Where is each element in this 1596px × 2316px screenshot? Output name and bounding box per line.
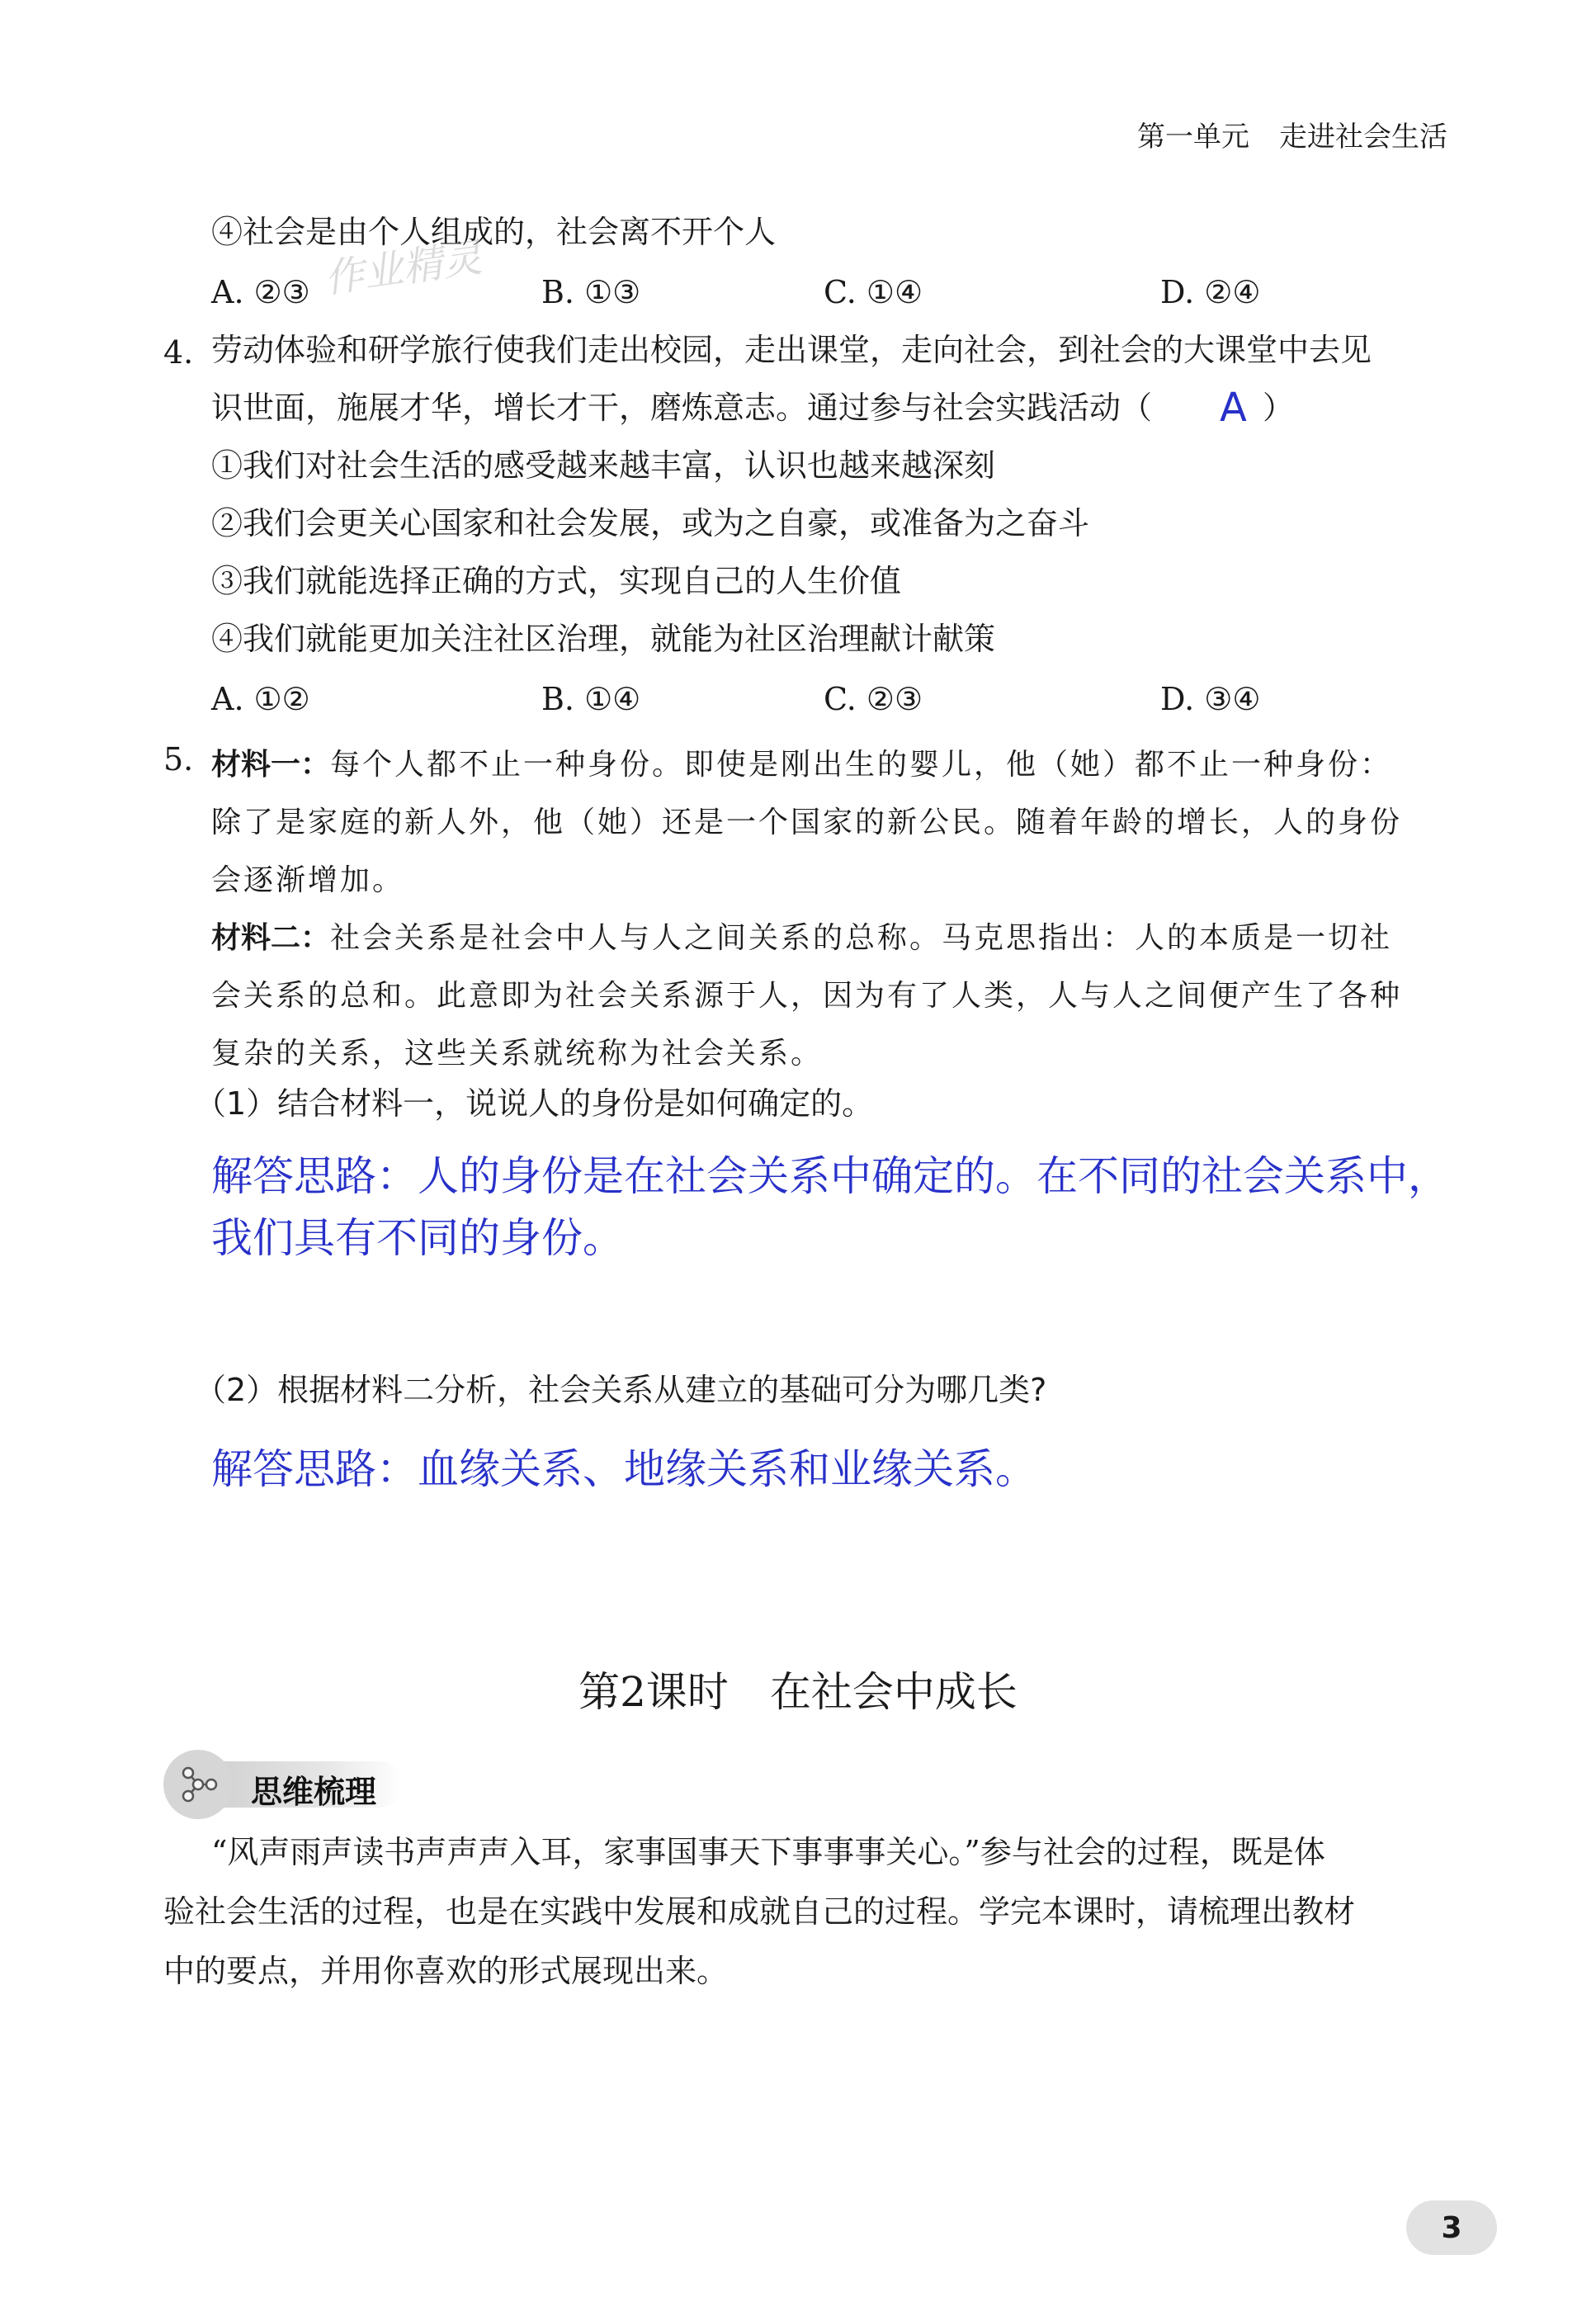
q5-material2-text: 社会关系是社会中人与人之间关系的总称。马克思指出：人的本质是一切社 <box>330 921 1393 955</box>
q4-stem-paren-close: ） <box>1263 390 1295 426</box>
q5-material1-label: 材料一： <box>211 748 331 782</box>
q4-statement-4: ④我们就能更加关注社区治理，就能为社区治理献计献策 <box>211 621 996 657</box>
q4-answer: A <box>1220 385 1247 431</box>
q4-option-a: A. ①② <box>211 681 310 717</box>
q5-number: 5. <box>163 741 194 778</box>
q4-statement-3: ③我们就能选择正确的方式，实现自己的人生价值 <box>211 563 902 599</box>
q3-option-d: D. ②④ <box>1160 274 1261 310</box>
q3-option-b: B. ①③ <box>541 274 641 310</box>
q5-material2-line1 <box>211 915 1392 957</box>
lesson-name: 在社会中成长 <box>769 1668 1018 1716</box>
page-number: 3 <box>1406 2200 1497 2255</box>
q3-option-a: A. ②③ <box>211 274 310 310</box>
q3-statement-4: ④社会是由个人组成的，社会离不开个人 <box>211 214 777 250</box>
watermark: 作业精灵 <box>321 234 485 303</box>
intro-line3: 中的要点，并用你喜欢的形式展现出来。 <box>163 1953 729 1989</box>
q5-material2-line2: 会关系的总和。此意即为社会关系源于人，因为有了人类，人与人之间便产生了各种 <box>211 979 1403 1013</box>
q5-sub1-answer-line2: 我们具有不同的身份。 <box>211 1214 624 1262</box>
network-icon <box>163 1750 233 1819</box>
q5-sub1-question: （1）结合材料一，说说人的身份是如何确定的。 <box>195 1085 874 1122</box>
q3-option-c: C. ①④ <box>824 274 923 310</box>
lesson-number: 第2课时 <box>578 1668 729 1716</box>
intro-line1: “风声雨声读书声声声入耳，家事国事天下事事事关心。”参与社会的过程，既是体 <box>211 1834 1325 1870</box>
q5-sub2-answer: 解答思路：血缘关系、地缘关系和业缘关系。 <box>211 1445 1036 1493</box>
section-label: 思维梳理 <box>251 1774 377 1810</box>
q5-sub2-question: （2）根据材料二分析，社会关系从建立的基础可分为哪几类? <box>195 1372 1047 1408</box>
q5-material1-line2: 除了是家庭的新人外，他（她）还是一个国家的新公民。随着年龄的增长，人的身份 <box>211 806 1403 839</box>
page-header <box>1137 114 1447 154</box>
q5-material2-label: 材料二： <box>211 921 331 955</box>
section-badge <box>163 1750 411 1819</box>
q4-option-c: C. ②③ <box>824 681 923 717</box>
q4-stem-line1: 劳动体验和研学旅行使我们走出校园，走出课堂，走向社会，到社会的大课堂中去见 <box>211 332 1372 368</box>
q4-statement-1: ①我们对社会生活的感受越来越丰富，认识也越来越深刻 <box>211 447 996 484</box>
q5-material1-text: 每个人都不止一种身份。即使是刚出生的婴儿，他（她）都不止一种身份： <box>330 748 1393 782</box>
intro-line2: 验社会生活的过程，也是在实践中发展和成就自己的过程。学完本课时，请梳理出教材 <box>163 1893 1356 1930</box>
q5-material2-line3: 复杂的关系，这些关系就统称为社会关系。 <box>211 1037 824 1071</box>
unit-label: 第一单元 <box>1137 121 1249 154</box>
q4-option-b: B. ①④ <box>541 681 641 717</box>
lesson-title <box>0 1659 1596 1718</box>
q4-statement-2: ②我们会更关心国家和社会发展，或为之自豪，或准备为之奋斗 <box>211 505 1090 541</box>
q4-option-d: D. ③④ <box>1160 681 1261 717</box>
q5-material1-line3: 会逐渐增加。 <box>211 863 405 897</box>
unit-title: 走进社会生活 <box>1279 121 1447 154</box>
q5-sub1-answer-line1: 解答思路：人的身份是在社会关系中确定的。在不同的社会关系中， <box>211 1152 1449 1200</box>
q4-number: 4. <box>163 334 194 371</box>
q4-stem-line2: 识世面，施展才华，增长才干，磨炼意志。通过参与社会实践活动（ <box>211 390 1153 426</box>
q5-material1-line1 <box>211 741 1392 783</box>
